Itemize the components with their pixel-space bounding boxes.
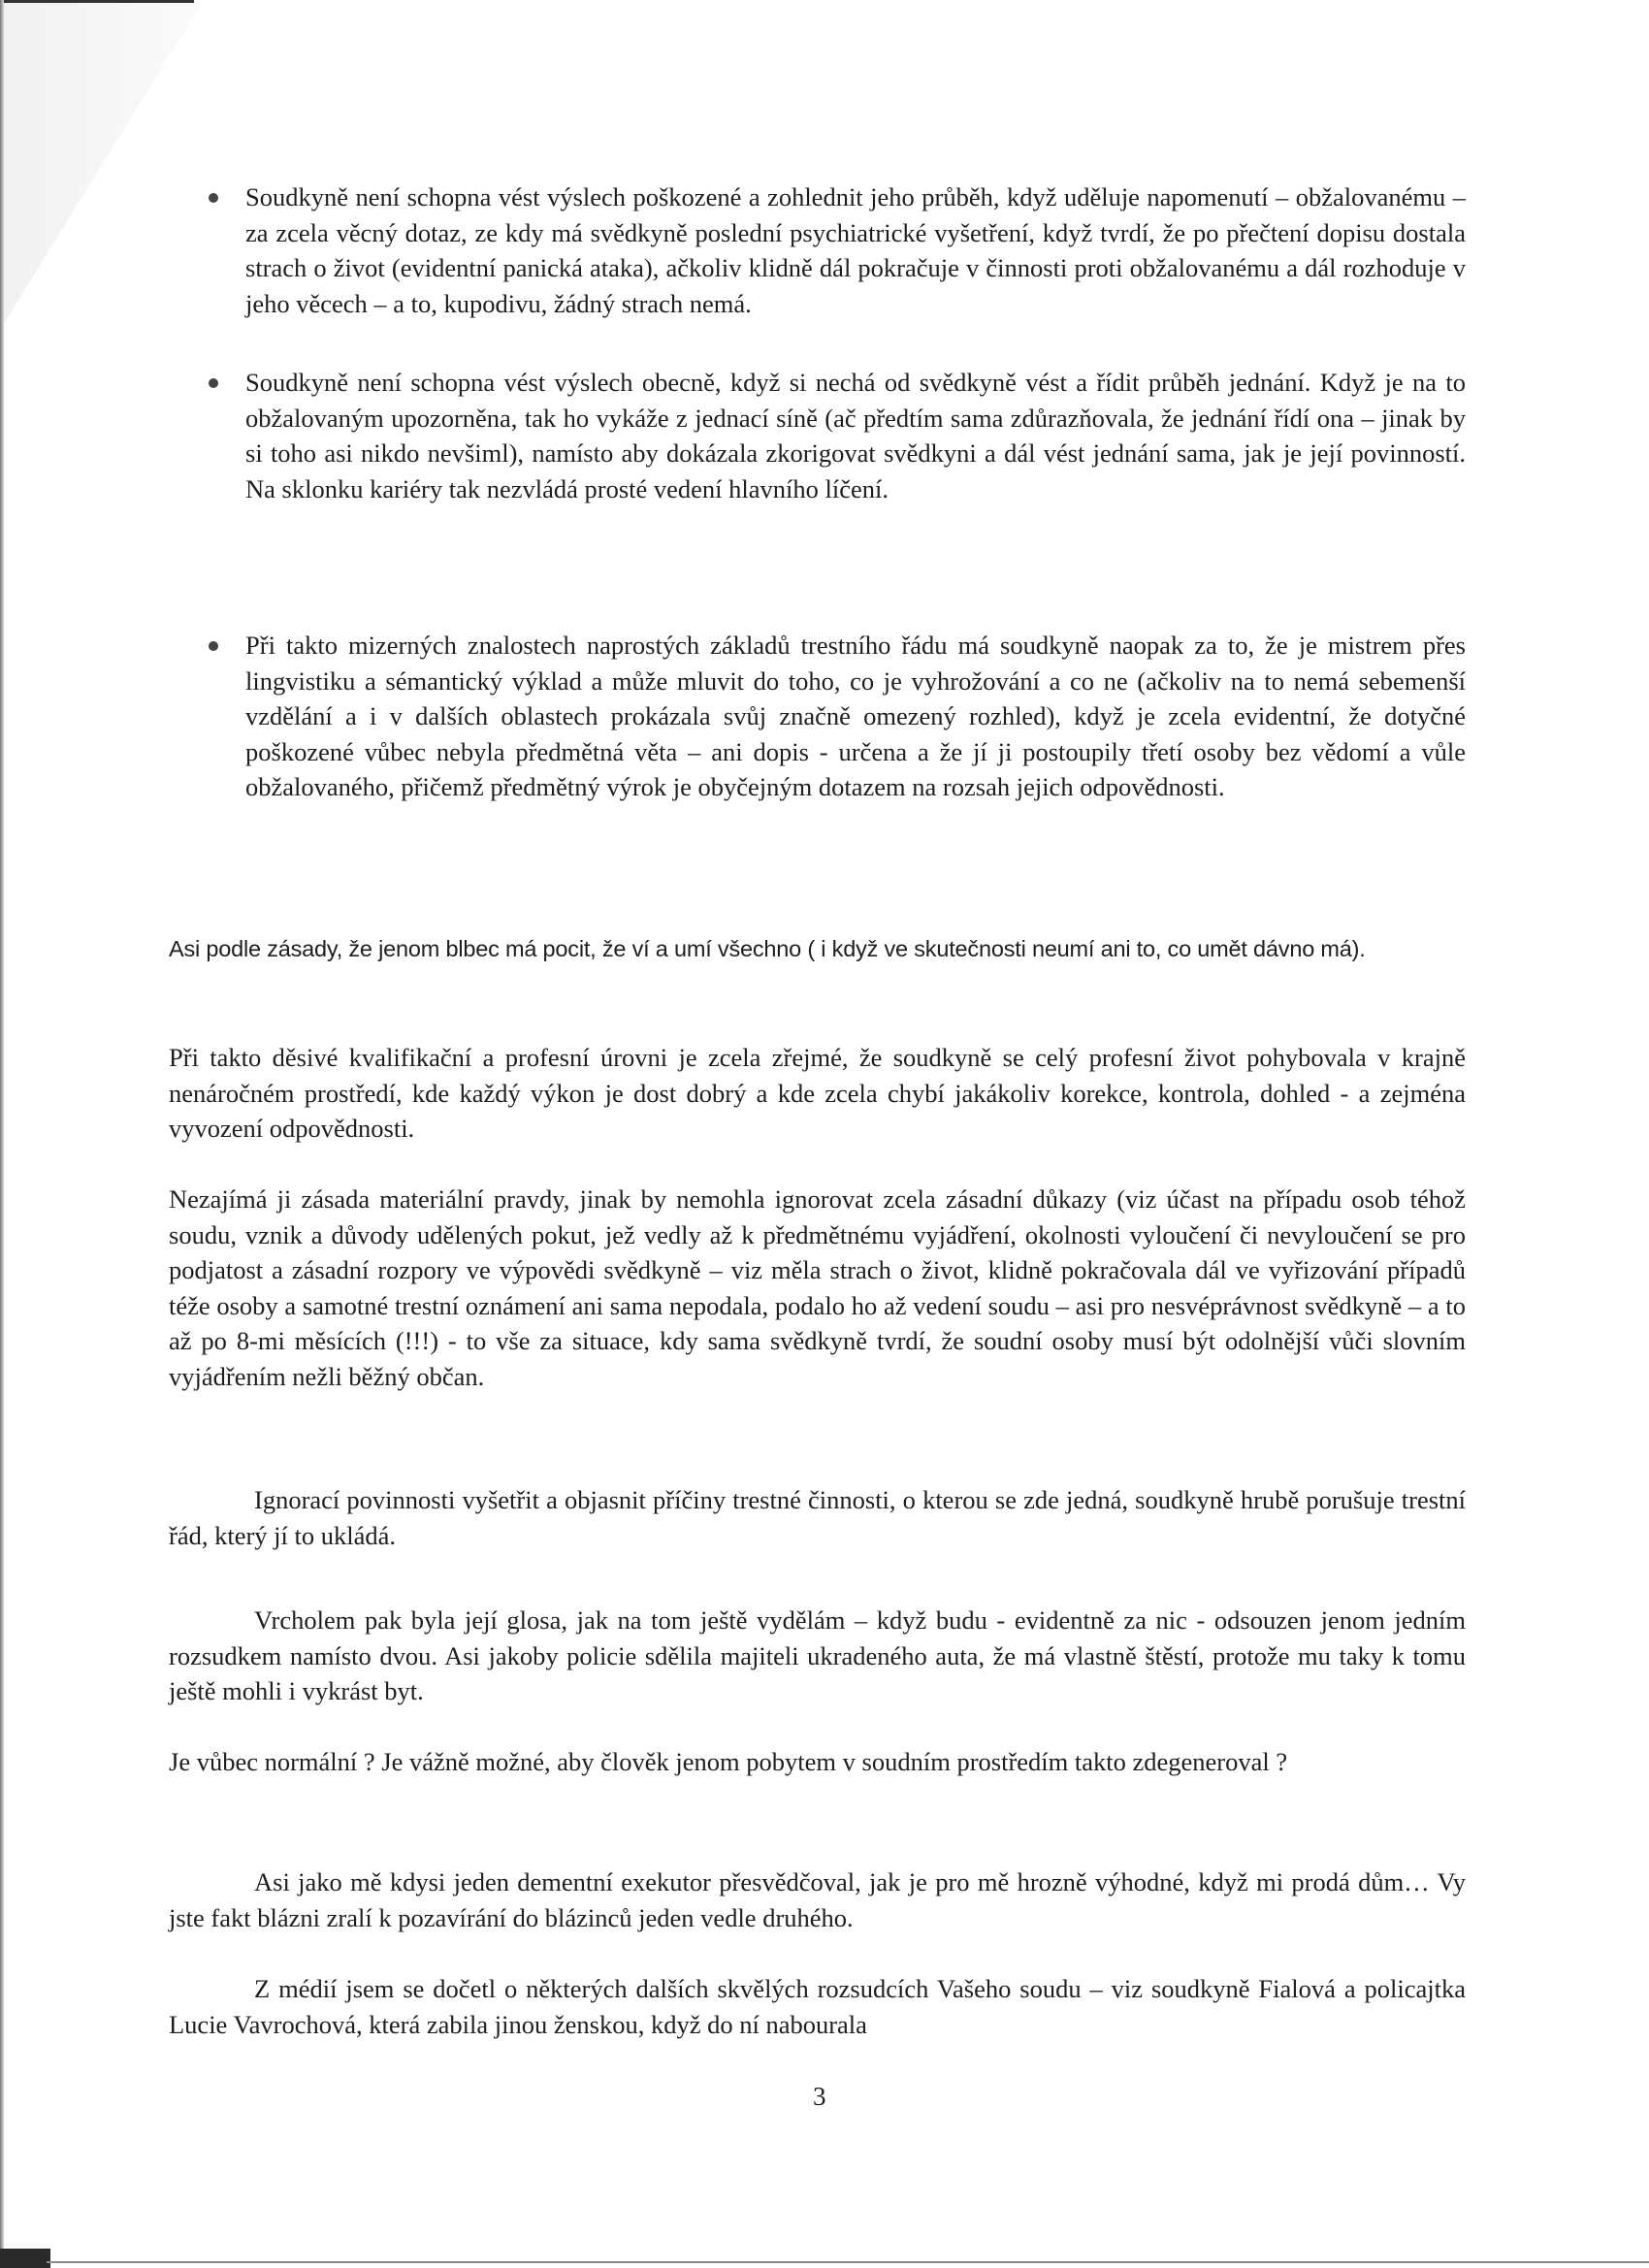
bullet-icon <box>209 193 218 203</box>
scan-edge-bottom <box>47 2261 1649 2263</box>
page-number: 3 <box>813 2082 826 2111</box>
bullet-text: Soudkyně není schopna vést výslech poškozené a zohlednit jeho průběh, když uděluje napomenutí – obžalovanému – za zcela věcný dotaz, ze kdy má svědkyně poslední psychiatrické vyšetření, když tvrdí, že po přečtení dopisu dostala strach o život (evidentní panická ataka), ačkoliv klidně dál pokračuje v činnosti proti obžalovanému a dál rozhoduje v jeho věcech – a to, kupodivu, žádný strach nemá. <box>245 182 1466 318</box>
page-fold-shadow <box>0 0 204 330</box>
paragraph: Vrcholem pak byla její glosa, jak na tom ještě vydělám – když budu - evidentně za nic - odsouzen jenom jedním rozsudkem namísto dvou. Asi jakoby policie sdělila majiteli ukradeného auta, že má vlastně štěstí, protože mu taky k tomu ještě mohli i vykrást byt. <box>169 1605 1466 1705</box>
scan-edge-bottom-corner <box>0 2249 50 2268</box>
paragraph: Asi jako mě kdysi jeden dementní exekutor přesvědčoval, jak je pro mě hrozně výhodné, když mi prodá dům… Vy jste fakt blázni zralí k pozavírání do blázinců jeden vedle druhého. <box>169 1867 1466 1932</box>
paragraph: Je vůbec normální ? Je vážně možné, aby člověk jenom pobytem v soudním prostředím takto zdegeneroval ? <box>169 1747 1288 1776</box>
bullet-text: Při takto mizerných znalostech naprostých základů trestního řádu má soudkyně naopak za to, že je mistrem přes lingvistiku a sémantický výklad a může mluvit do toho, co je vyhrožování a co ne (ačkoliv na to nemá sebemenší vzdělání a i v dalších oblastech prokázala svůj značně omezený rozhled), když je zcela evidentní, že dotyčné poškozené vůbec nebyla předmětná věta – ani dopis - určena a že jí ji postoupily třetí osoby bez vědomí a vůle obžalovaného, přičemž předmětný výrok je obyčejným dotazem na rozsah jejich odpovědnosti. <box>245 631 1466 801</box>
scan-edge-left <box>0 0 4 2251</box>
paragraph: Nezajímá ji zásada materiální pravdy, jinak by nemohla ignorovat zcela zásadní důkazy (viz účast na případu osob téhož soudu, vznik a důvody udělených pokut, jež vedly až k předmětnému vyjádření, okolnosti vyloučení či nevyloučení se pro podjatost a zásadní rozpory ve výpovědi svědkyně – viz měla strach o život, klidně pokračovala dál ve vyřizování případů téže osoby a samotné trestní oznámení ani sama nepodala, podalo ho až vedení soudu – asi pro nesvéprávnost svědkyně – a to až po 8-mi měsících (!!!) - to vše za situace, kdy sama svědkyně tvrdí, že soudní osoby musí být odolnější vůči slovním vyjádřením nežli běžný občan. <box>169 1184 1466 1391</box>
bullet-text: Soudkyně není schopna vést výslech obecně, když si nechá od svědkyně vést a řídit průběh jednání. Když je na to obžalovaným upozorněna, tak ho vykáže z jednací síně (ač předtím sama zdůrazňovala, že jednání řídí ona – jinak by si toho asi nikdo nevšiml), namísto aby dokázala zkorigovat svědkyni a dál vést jednání sama, jak je její povinností. Na sklonku kariéry tak nezvládá prosté vedení hlavního líčení. <box>245 368 1466 503</box>
paragraph: Při takto děsivé kvalifikační a profesní úrovni je zcela zřejmé, že soudkyně se celý profesní život pohybovala v krajně nenáročném prostředí, kde každý výkon je dost dobrý a kde zcela chybí jakákoliv korekce, kontrola, dohled - a zejména vyvození odpovědnosti. <box>169 1043 1466 1143</box>
paragraph: Ignorací povinnosti vyšetřit a objasnit příčiny trestné činnosti, o kterou se zde jedná, soudkyně hrubě porušuje trestní řád, který jí to ukládá. <box>169 1485 1466 1550</box>
scan-edge-top <box>0 0 194 3</box>
paragraph: Z médií jsem se dočetl o některých dalších skvělých rozsudcích Vašeho soudu – viz soudkyně Fialová a policajtka Lucie Vavrochová, která zabila jinou ženskou, když do ní nabourala <box>169 1974 1466 2039</box>
bullet-icon <box>209 641 218 651</box>
bullet-icon <box>209 378 218 388</box>
sans-paragraph: Asi podle zásady, že jenom blbec má pocit, že ví a umí všechno ( i když ve skutečnosti neumí ani to, co umět dávno má). <box>169 936 1366 961</box>
bullet-item <box>245 365 1466 506</box>
bullet-item <box>245 628 1466 805</box>
bullet-item <box>245 179 1466 321</box>
